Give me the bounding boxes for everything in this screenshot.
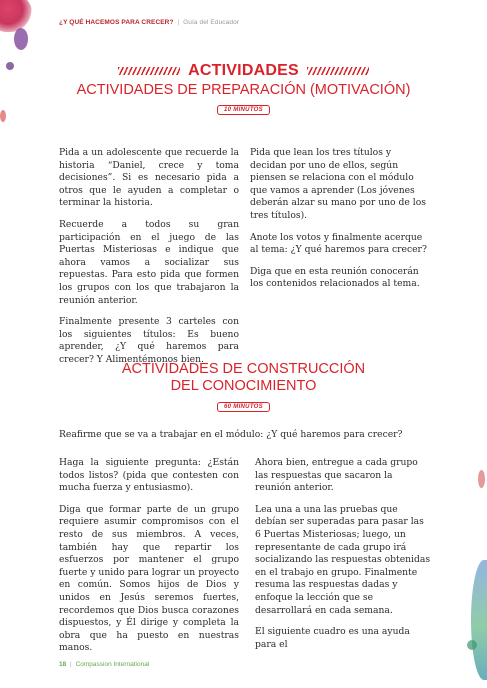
construction-intro: Reafirme que se va a trabajar en el módulo: ¿Y qué haremos para crecer? [59, 429, 403, 440]
preparation-subtitle: ACTIVIDADES DE PREPARACIÓN (MOTIVACIÓN) [76, 82, 411, 98]
slash-decoration-left [118, 67, 180, 75]
paragraph: El siguiente cuadro es una ayuda para el [255, 626, 410, 650]
paragraph: Recuerde a todos su gran participación en el juego de las Puertas Misteriosas e indique que ahora vamos a socializar sus repuestas. Para esto pida que formen los grupos con los que trabajaron la reunión anterior. [59, 218, 239, 306]
paragraph: Anote los votos y finalmente acerque al tema: ¿Y qué haremos para crecer? [250, 231, 427, 256]
header-separator: | [177, 19, 180, 26]
paragraph: Haga la siguiente pregunta: ¿Están todos listos? (pida que contesten con mucha fuerza y entusiasmo). [59, 457, 239, 494]
activities-title: ACTIVIDADES [188, 62, 299, 79]
series-title: ¿Y QUÉ HACEMOS PARA CRECER? [59, 19, 174, 26]
guide-label: Guía del Educador [183, 19, 240, 26]
paragraph: Diga que formar parte de un grupo requiere asumir compromisos con el resto de sus miembros. A veces, también hay que repartir los esfuerzos por mantener el grupo fuerte y unido para lograr un proyecto en común. Somos hijos de Dios y unidos en Jesús seremos fuertes, recordemos que Dios busca corazones dispuestos, y Él dirige y completa la obra que ha puesto en nuestras manos. [59, 503, 239, 654]
paragraph: Pida que lean los tres títulos y decidan por uno de ellos, según piensen se relaciona con el módulo que vamos a aprender (Los jóvenes deberán alzar su mano por uno de los tres títulos). [250, 147, 426, 221]
duration-badge: 60 MINUTOS [217, 402, 270, 412]
slash-decoration-right [307, 67, 369, 75]
construction-left-column [59, 457, 239, 664]
paragraph: Lea una a una las pruebas que debían ser superadas para pasar las 6 Puertas Misteriosas; luego, un representante de cada grupo irá socializando las respuestas obtenidas en el trabajo en grupo. Finalmente resuma las respuestas dadas y enfoque la lección que se desarrollará en cada semana. [255, 503, 431, 616]
duration-badge: 10 MINUTOS [217, 105, 270, 115]
section-heading-construction [0, 361, 487, 413]
paragraph: Finalmente presente 3 carteles con los siguientes títulos: Es bueno aprender, ¿Y qué haremos para crecer? Y Alimentémonos bien. [59, 316, 239, 365]
paragraph: Pida a un adolescente que recuerde la historia “Daniel, crece y toma decisiones”. Si es necesario pida a otros que le ayuden a completar o terminar la historia. [59, 147, 239, 209]
footer-separator: | [70, 661, 72, 668]
construction-right-column [255, 457, 431, 660]
paragraph: Ahora bien, entregue a cada grupo las respuestas que sacaron la reunión anterior. [255, 457, 418, 494]
running-header [59, 19, 239, 26]
construction-title-line2: DEL CONOCIMIENTO [170, 378, 317, 394]
preparation-left-column [59, 147, 239, 376]
organization-name: Compassion International [75, 661, 150, 668]
activities-title-row [118, 62, 369, 80]
watercolor-splash [14, 28, 28, 50]
watercolor-splash [0, 0, 32, 32]
construction-title-line1: ACTIVIDADES DE CONSTRUCCIÓN [121, 361, 366, 377]
watercolor-splash [478, 470, 485, 488]
page-number: 18 [59, 661, 67, 668]
section-heading-preparation [0, 62, 487, 116]
watercolor-splash [467, 640, 477, 650]
watercolor-splash [471, 560, 487, 680]
preparation-right-column [250, 147, 430, 300]
page-footer [59, 661, 149, 668]
paragraph: Diga que en esta reunión conocerán los contenidos relacionados al tema. [250, 265, 420, 290]
